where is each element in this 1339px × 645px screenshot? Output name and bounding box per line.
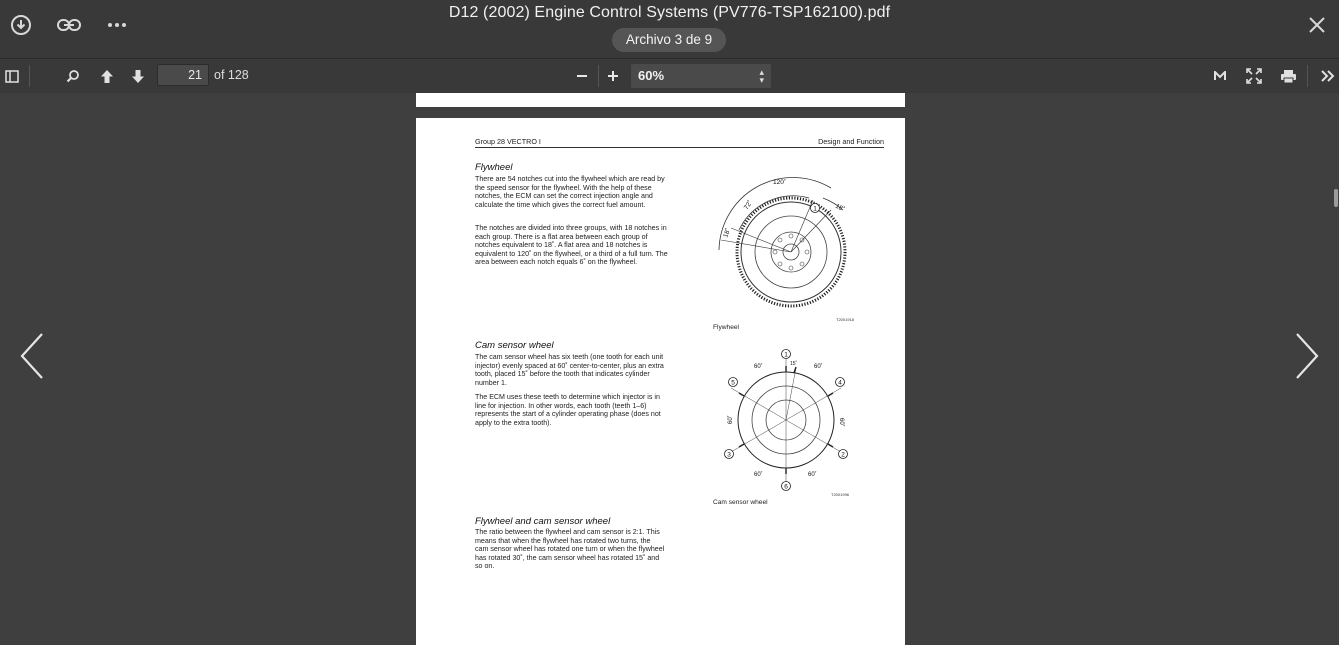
- fig-number: 6: [784, 483, 788, 491]
- arrow-up-icon[interactable]: [95, 64, 119, 88]
- previous-file-arrow-icon[interactable]: [18, 331, 48, 381]
- page-number-input[interactable]: [157, 64, 209, 86]
- paragraph: The ECM uses these teeth to determine which injector is in line for injection. In other words, each tooth (teeth 1–6) represents the start of a cylinder operating phase (does not apply to the extra tooth).: [475, 393, 661, 427]
- fig-number: 4: [838, 379, 842, 387]
- fig-label: 18˚: [834, 202, 846, 214]
- fig-label: 60˚: [754, 472, 763, 478]
- m-icon[interactable]: [1208, 64, 1232, 88]
- page-header-left: Group 28 VECTRO I: [475, 137, 541, 146]
- fig-number: 1: [784, 351, 788, 359]
- zoom-select[interactable]: [631, 64, 771, 88]
- scrollbar-thumb[interactable]: [1334, 189, 1338, 207]
- double-chevron-right-icon[interactable]: [1316, 64, 1339, 88]
- pdf-toolbar: [0, 58, 1339, 94]
- updown-icon: ▴ ▾: [759, 67, 764, 85]
- fig-label: 60˚: [808, 472, 817, 478]
- figure-code: T2001918: [836, 317, 855, 322]
- close-icon[interactable]: [1304, 12, 1330, 38]
- toolbar-divider: [598, 65, 599, 87]
- arrow-down-icon[interactable]: [126, 64, 150, 88]
- title-bar: [0, 0, 1339, 58]
- document-title: D12 (2002) Engine Control Systems (PV776-TSP162100).pdf: [448, 4, 891, 21]
- file-counter-badge: Archivo 3 de 9: [612, 28, 726, 52]
- vertical-scrollbar[interactable]: [1331, 93, 1339, 645]
- header-rule: [475, 147, 884, 148]
- flywheel-diagram: [711, 170, 861, 320]
- figure-caption: Flywheel: [713, 324, 740, 331]
- toolbar-divider: [29, 65, 30, 87]
- pdf-page: [416, 118, 905, 645]
- figure-code: T2001996: [831, 492, 850, 497]
- sidebar-toggle-icon[interactable]: [0, 64, 24, 88]
- fig-label: 1: [813, 205, 817, 213]
- fig-label: 15˚: [790, 361, 798, 367]
- fig-number: 3: [727, 451, 731, 459]
- next-file-arrow-icon[interactable]: [1291, 331, 1321, 381]
- fig-label: 60˚: [754, 364, 763, 370]
- toolbar-divider: [1307, 65, 1308, 87]
- fig-label: 18˚: [722, 227, 733, 239]
- paragraph: There are 54 notches cut into the flywheel which are read by the speed sensor for the flywheel. With the help of these notches, the ECM can set the correct injection angle and calculate the time which gives the correct fuel amount.: [475, 175, 665, 209]
- section-heading: Cam sensor wheel: [475, 340, 554, 351]
- zoom-in-icon[interactable]: [601, 64, 625, 88]
- section-heading: Flywheel: [475, 162, 513, 173]
- previous-page-edge: [416, 93, 905, 107]
- print-icon[interactable]: [1276, 64, 1300, 88]
- zoom-value: 60%: [638, 68, 665, 83]
- fig-number: 5: [731, 379, 735, 387]
- fig-label: 120˚: [773, 179, 787, 186]
- figure-caption: Cam sensor wheel: [713, 499, 768, 506]
- paragraph: The ratio between the flywheel and cam sensor is 2:1. This means that when the flywheel has rotated two turns, the cam sensor wheel has rotated one turn or when the flywheel has rotated 30˚, the cam sensor wheel has rotated 15˚ and so on.: [475, 528, 665, 571]
- fig-label: 72˚: [742, 199, 755, 212]
- zoom-out-icon[interactable]: [570, 64, 594, 88]
- search-icon[interactable]: [61, 64, 85, 88]
- paragraph: The notches are divided into three groups, with 18 notches in each group. There is a flat area between each group of notches equivalent to 18˚. A flat area and 18 notches is equivalent to 120˚ on the flywheel, or a third of a full turn. The area between each notch equals 6˚ on the flywheel.: [475, 224, 668, 267]
- fig-label: 60˚: [838, 418, 844, 427]
- cam-sensor-wheel-diagram: [716, 348, 856, 493]
- fullscreen-icon[interactable]: [1242, 64, 1266, 88]
- page-header-right: Design and Function: [818, 137, 884, 146]
- fig-label: 60˚: [728, 415, 734, 424]
- paragraph: The cam sensor wheel has six teeth (one tooth for each unit injector) evenly spaced at 60˚ center-to-center, plus an extra tooth, placed 15˚ before the tooth that indicates cylinder number 1.: [475, 353, 664, 387]
- page-total-label: of 128: [214, 68, 249, 82]
- document-viewer[interactable]: [0, 93, 1339, 645]
- fig-number: 2: [841, 451, 845, 459]
- fig-label: 60˚: [814, 364, 823, 370]
- section-heading: Flywheel and cam sensor wheel: [475, 516, 611, 527]
